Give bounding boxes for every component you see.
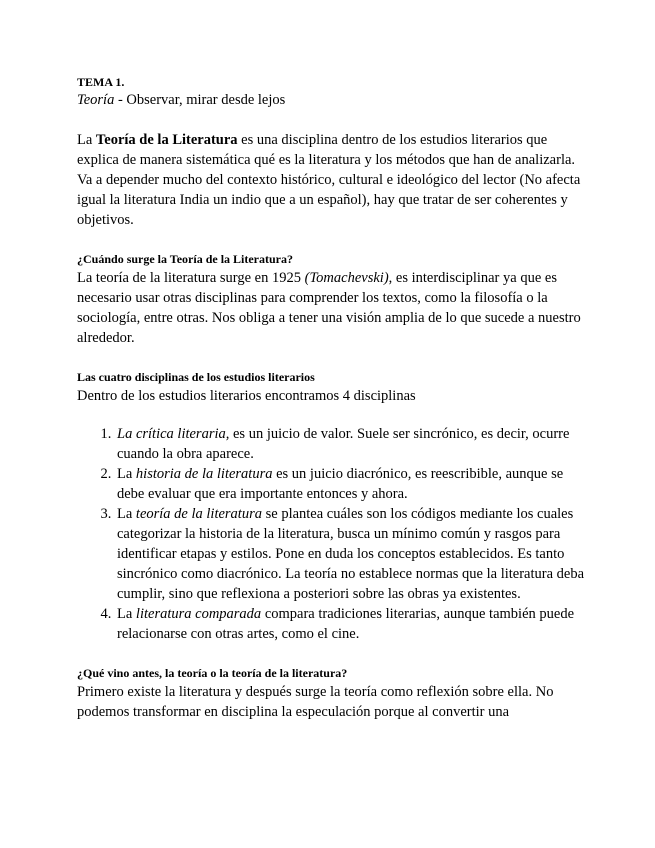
list-item (115, 424, 585, 464)
which-first-paragraph: Primero existe la literatura y después surge la teoría como reflexión sobre ella. No podemos transformar en disciplina la especulación porque al convertir una (77, 684, 554, 720)
intro-bold-term: Teoría de la Literatura (95, 132, 238, 148)
list-item (115, 604, 585, 644)
item-term: literatura comparada (135, 606, 262, 622)
disciplines-list (77, 424, 585, 644)
intro-rest: es una disciplina dentro de los estudios literarios que explica de manera sistemática qué es la literatura y los métodos que han de analizarla. Va a depender mucho del contexto histórico, cultural e ideológico del lector (No afecta igual la literatura India un indio que a un español), hay que tratar de ser coherentes y objetivos. (77, 132, 581, 228)
origin-rest: , es interdisciplinar ya que es necesario usar otras disciplinas para comprender los textos, como la filosofía o la sociología, entre otras. Nos obliga a tener una visión amplia de lo que sucede a nuestro alrededor. (77, 270, 581, 346)
item-pre: La (117, 506, 136, 522)
item-pre: La (117, 606, 136, 622)
intro-pre: La (77, 132, 96, 148)
origin-pre: La teoría de la literatura surge en 1925 (77, 270, 305, 286)
item-text: es un juicio de valor. Suele ser sincrónico, es decir, ocurre cuando la obra aparece. (117, 426, 570, 462)
disciplines-intro: Dentro de los estudios literarios encontramos 4 disciplinas (77, 388, 416, 404)
subtitle-italic: Teoría (77, 92, 115, 108)
origin-paragraph (77, 268, 585, 348)
origin-author: (Tomachevski) (304, 270, 389, 286)
section-heading-which-first: ¿Qué vino antes, la teoría o la teoría de la literatura? (77, 666, 348, 680)
item-term: teoría de la literatura (135, 506, 262, 522)
item-pre: La (117, 466, 136, 482)
section-heading-disciplines: Las cuatro disciplinas de los estudios literarios (77, 370, 315, 384)
item-text: se plantea cuáles son los códigos mediante los cuales categorizar la historia de la literatura, busca un mínimo común y rasgos para identificar etapas y estilos. Pone en duda los conceptos establecidos. Es tanto sincrónico como diacrónico. La teoría no establece normas que la literatura deba cumplir, sino que reflexiona a posteriori sobre las obras ya existentes. (117, 506, 585, 602)
item-term: La crítica literaria, (117, 426, 230, 442)
list-item (115, 504, 585, 604)
intro-paragraph (77, 130, 585, 230)
list-item (115, 464, 585, 504)
document-title: TEMA 1. (77, 75, 125, 89)
section-heading-origin: ¿Cuándo surge la Teoría de la Literatura? (77, 252, 294, 266)
item-term: historia de la literatura (135, 466, 273, 482)
item-text: compara tradiciones literarias, aunque también puede relacionarse con otras artes, como el cine. (117, 606, 575, 642)
item-text: es un juicio diacrónico, es reescribible, aunque se debe evaluar que era importante entonces y ahora. (117, 466, 564, 502)
subtitle-text: - Observar, mirar desde lejos (114, 92, 286, 108)
document-subtitle (77, 90, 585, 110)
